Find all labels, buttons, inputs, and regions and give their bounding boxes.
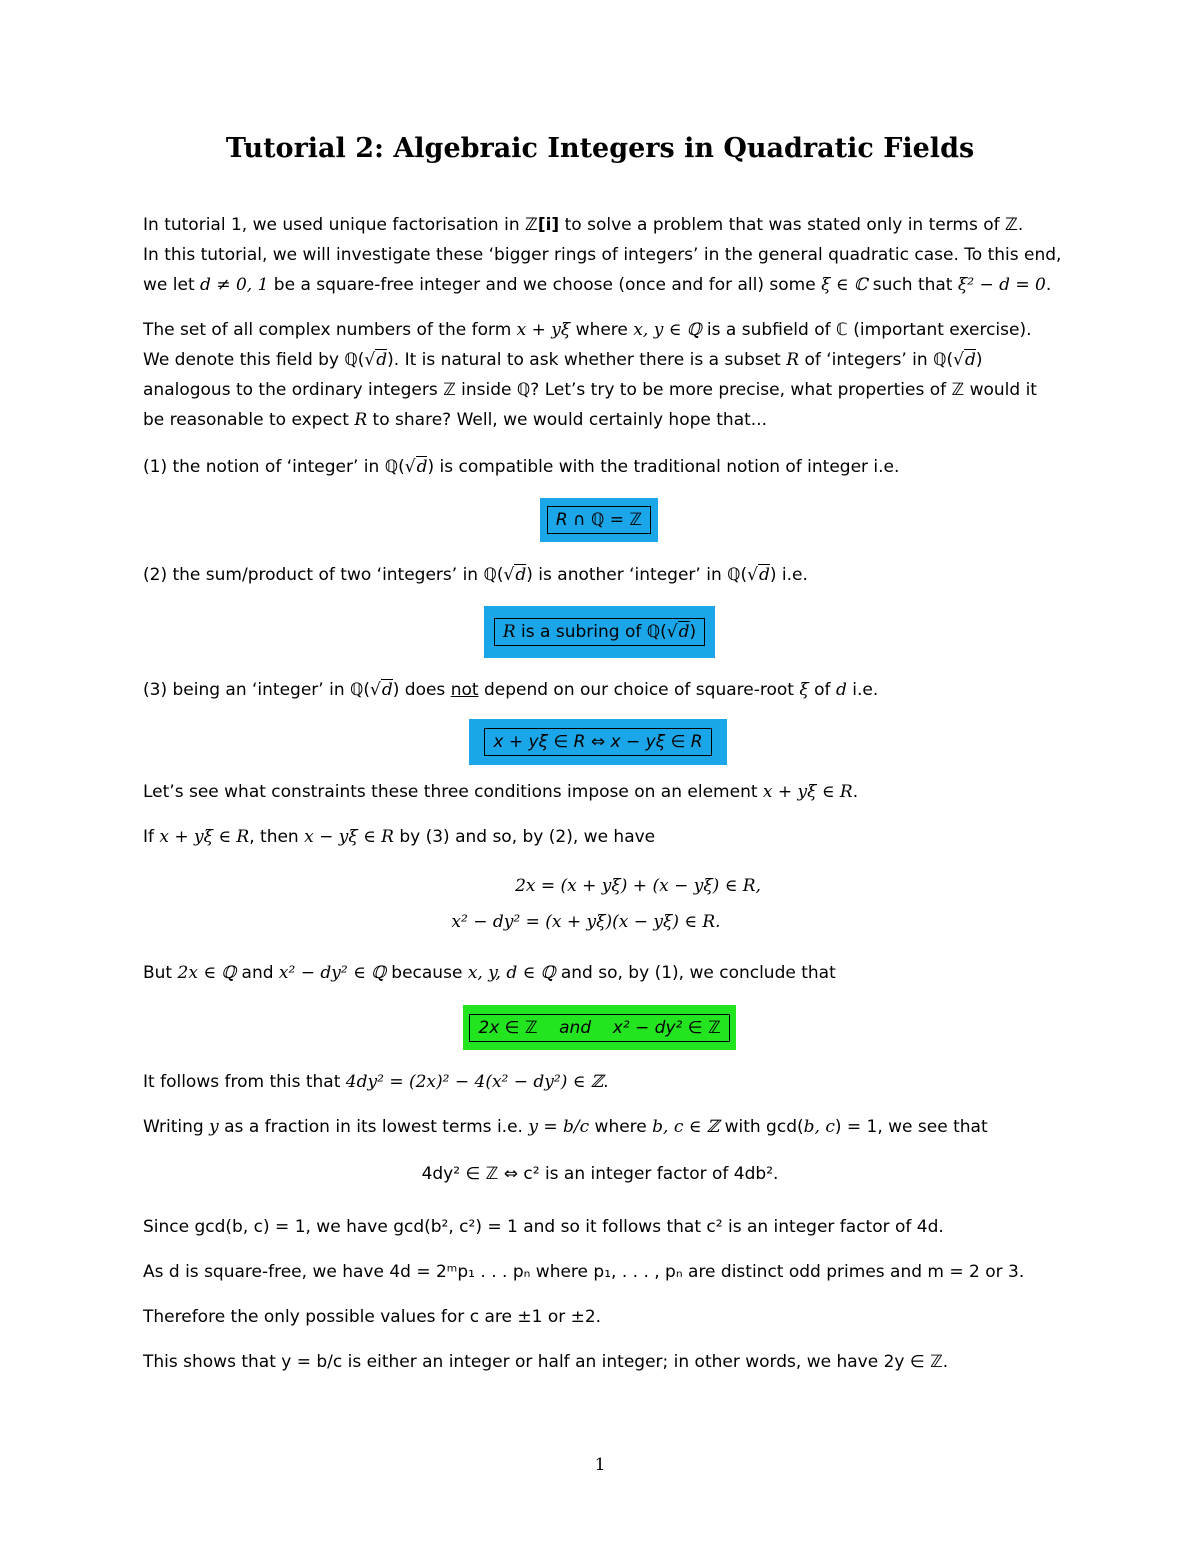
d-condition: d ≠ 0, 1 xyxy=(200,275,269,295)
box-text: ) xyxy=(689,622,697,642)
r-variable: R xyxy=(502,622,516,642)
body-text: But xyxy=(143,963,178,983)
condition-text: i.e. xyxy=(846,680,879,700)
underlined-not: not xyxy=(450,680,479,700)
inline-math: b, c xyxy=(803,1117,835,1137)
since-line: Since gcd(b, c) = 1, we have gcd(b², c²) = 1 and so it follows that c² is an integer factor of 4d. xyxy=(143,1217,944,1237)
display-equation-1: 2x = (x + yξ) + (x − yξ) ∈ R, xyxy=(515,876,761,896)
d-variable: d xyxy=(376,350,388,370)
condition-text: ) does xyxy=(392,680,451,700)
r-variable: R xyxy=(786,350,800,370)
d-variable: d xyxy=(759,565,770,585)
follows-line xyxy=(143,1067,1063,1097)
body-text: ) = 1, we see that xyxy=(834,1117,988,1137)
condition-text: of xyxy=(808,680,836,700)
form-expression: x + yξ xyxy=(516,320,571,340)
body-text: because xyxy=(385,963,468,983)
body-text: by (3) and so, by (2), we have xyxy=(393,827,656,847)
inline-math: x + yξ ∈ R xyxy=(159,827,250,847)
condition-text: (3) being an ‘integer’ in ℚ( xyxy=(143,680,371,700)
page-title: Tutorial 2: Algebraic Integers in Quadratic Fields xyxy=(225,133,975,164)
body-text: If xyxy=(143,827,160,847)
paragraph-text: ) xyxy=(975,350,983,370)
intro-paragraph xyxy=(143,210,1063,300)
body-text: where xyxy=(589,1117,653,1137)
body-text: , then xyxy=(249,827,305,847)
body-text: with gcd( xyxy=(719,1117,804,1137)
xy-rational: x, y ∈ ℚ xyxy=(633,320,702,340)
body-text: and so, by (1), we conclude that xyxy=(555,963,836,983)
xi-symbol: ξ xyxy=(799,680,809,700)
paragraph-text: of ‘integers’ in ℚ( xyxy=(799,350,954,370)
boxed-equation: x + yξ ∈ R ⇔ x − yξ ∈ R xyxy=(484,728,711,756)
sqrt-d: √d xyxy=(404,457,428,477)
d-variable: d xyxy=(381,680,393,700)
display-equation-2: x² − dy² = (x + yξ)(x − yξ) ∈ R. xyxy=(451,912,721,932)
writing-line xyxy=(143,1112,1063,1142)
d-variable: d xyxy=(964,350,976,370)
sqrt-d: √d xyxy=(953,350,976,370)
paragraph-text: is a subfield of ℂ (important exercise). xyxy=(701,320,1032,340)
boxed-equation xyxy=(494,618,705,646)
d-variable: d xyxy=(416,457,428,477)
paragraph-text: The set of all complex numbers of the form xyxy=(143,320,517,340)
paragraph-text: be reasonable to expect xyxy=(143,410,355,430)
intro-text: In this tutorial, we will investigate these ‘bigger rings of integers’ in the general quadratic case. To this end, xyxy=(143,245,1062,265)
condition-3 xyxy=(143,675,1063,705)
xi-equation: ξ² − d = 0 xyxy=(957,275,1046,295)
condition-3-box xyxy=(469,719,727,765)
sqrt-d: √d xyxy=(370,680,393,700)
condition-text: ) i.e. xyxy=(769,565,808,585)
boxed-equation: 2x ∈ ℤ and x² − dy² ∈ ℤ xyxy=(469,1014,729,1042)
body-text: and xyxy=(236,963,279,983)
body-text: . xyxy=(603,1072,609,1092)
condition-text: (1) the notion of ‘integer’ in ℚ( xyxy=(143,457,405,477)
inline-math: x² − dy² ∈ ℚ xyxy=(278,963,386,983)
body-text: Writing xyxy=(143,1117,210,1137)
paragraph-text: We denote this field by ℚ( xyxy=(143,350,365,370)
condition-text: depend on our choice of square-root xyxy=(478,680,800,700)
condition-1 xyxy=(143,452,1063,482)
body-text: It follows from this that xyxy=(143,1072,346,1092)
therefore-line: Therefore the only possible values for c are ±1 or ±2. xyxy=(143,1307,602,1327)
intro-text: to solve a problem that was stated only in terms of xyxy=(559,215,1006,235)
if-line xyxy=(143,822,1063,852)
paragraph-text: to share? Well, we would certainly hope that... xyxy=(367,410,767,430)
inline-math: b, c ∈ ℤ xyxy=(652,1117,720,1137)
d-variable: d xyxy=(678,622,690,642)
sqrt-d: √d xyxy=(747,565,770,585)
intro-text: . xyxy=(1045,275,1052,295)
d-variable: d xyxy=(835,680,847,700)
inline-math: x − yξ ∈ R xyxy=(304,827,394,847)
inline-math: x + yξ ∈ R xyxy=(762,782,853,802)
sqrt-d: √d xyxy=(364,350,388,370)
box-text: is a subring of ℚ( xyxy=(515,622,667,642)
intro-text: such that xyxy=(867,275,958,295)
but-line xyxy=(143,958,1063,988)
as-d-line: As d is square-free, we have 4d = 2ᵐp₁ . . . pₙ where p₁, . . . , pₙ are distinct odd primes and m = 2 or 3. xyxy=(143,1262,1025,1282)
inline-math: 2x ∈ ℚ xyxy=(177,963,237,983)
paragraph-text: ). It is natural to ask whether there is a subset xyxy=(387,350,787,370)
sqrt-d: √d xyxy=(666,622,690,642)
display-equation-3: 4dy² ∈ ℤ ⇔ c² is an integer factor of 4db². xyxy=(421,1164,779,1184)
field-paragraph xyxy=(143,315,1063,435)
sqrt-d: √d xyxy=(503,565,527,585)
condition-1-box xyxy=(540,498,658,542)
condition-2-box xyxy=(484,606,715,658)
paragraph-text: where xyxy=(570,320,634,340)
inline-math: x, y, d ∈ ℚ xyxy=(467,963,556,983)
condition-2 xyxy=(143,560,1063,590)
boxed-equation: R ∩ ℚ = ℤ xyxy=(547,506,651,534)
page-number: 1 xyxy=(594,1455,606,1475)
body-text: as a fraction in its lowest terms i.e. xyxy=(218,1117,529,1137)
body-text: . xyxy=(852,782,859,802)
zi-symbol: ℤ[i] xyxy=(525,215,560,235)
paragraph-text: analogous to the ordinary integers ℤ inside ℚ? Let’s try to be more precise, what properties of ℤ would it xyxy=(143,380,1037,400)
condition-text: ) is another ‘integer’ in ℚ( xyxy=(526,565,748,585)
intro-text: we let xyxy=(143,275,201,295)
z-symbol: ℤ xyxy=(1005,215,1018,235)
conclusion-box xyxy=(463,1005,736,1050)
condition-text: (2) the sum/product of two ‘integers’ in ℚ( xyxy=(143,565,504,585)
inline-math: 4dy² = (2x)² − 4(x² − dy²) ∈ ℤ xyxy=(345,1072,604,1092)
condition-text: ) is compatible with the traditional notion of integer i.e. xyxy=(427,457,900,477)
inline-math: y = b/c xyxy=(528,1117,590,1137)
d-variable: d xyxy=(515,565,527,585)
intro-text: be a square-free integer and we choose (once and for all) some xyxy=(268,275,822,295)
body-text: Let’s see what constraints these three conditions impose on an element xyxy=(143,782,763,802)
y-variable: y xyxy=(209,1117,219,1137)
intro-text: . xyxy=(1017,215,1024,235)
xi-in-c: ξ ∈ ℂ xyxy=(821,275,868,295)
r-variable: R xyxy=(354,410,368,430)
shows-line: This shows that y = b/c is either an integer or half an integer; in other words, we have 2y ∈ ℤ. xyxy=(143,1352,949,1372)
lets-see-line xyxy=(143,777,1063,807)
intro-text: In tutorial 1, we used unique factorisation in xyxy=(143,215,526,235)
